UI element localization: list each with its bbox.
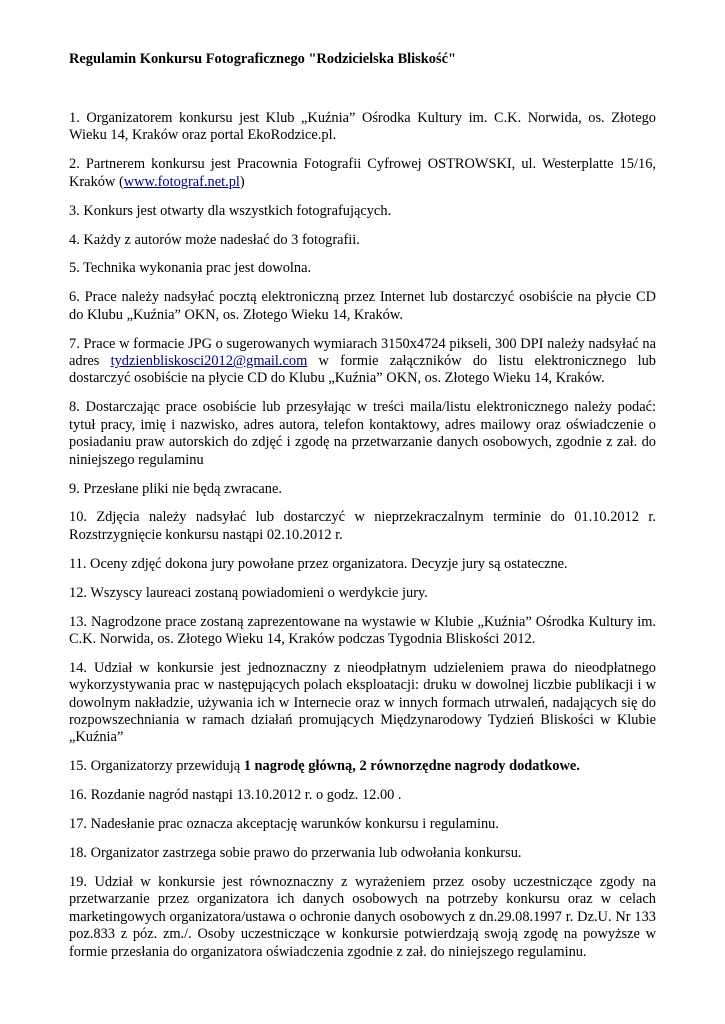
- rule-15-text: 15. Organizatorzy przewidują: [69, 758, 244, 775]
- rule-9: 9. Przesłane pliki nie będą zwracane.: [69, 480, 282, 497]
- rule-15: [69, 758, 656, 775]
- rule-8: 8. Dostarczając prace osobiście lub przesyłając w treści maila/listu elektronicznego należy podać: tytuł pracy, imię i nazwisko, adres autora, telefon kontaktowy, adres mailowy oraz oświadczenie o posiadaniu praw autorskich do zdjęć i zgodę na przetwarzanie danych osobowych, zgodnie z zał. do niniejszego regulaminu: [69, 399, 656, 468]
- rule-2-text-end: ): [239, 173, 245, 190]
- partner-website-link[interactable]: www.fotograf.net.pl: [123, 173, 240, 190]
- rule-10: 10. Zdjęcia należy nadsyłać lub dostarczyć w nieprzekraczalnym terminie do 01.10.2012 r. Rozstrzygnięcie konkursu nastąpi 02.10.2012 r.: [69, 509, 656, 543]
- rule-5: 5. Technika wykonania prac jest dowolna.: [69, 260, 312, 277]
- rule-17: 17. Nadesłanie prac oznacza akceptację warunków konkursu i regulaminu.: [69, 816, 499, 833]
- rule-18: 18. Organizator zastrzega sobie prawo do przerwania lub odwołania konkursu.: [69, 845, 522, 862]
- rule-2-text: 2. Partnerem konkursu jest Pracownia Fotografii Cyfrowej OSTROWSKI, ul. Westerplatte 15/16, Kraków (: [69, 156, 656, 190]
- rule-12: 12. Wszyscy laureaci zostaną powiadomieni o werdykcie jury.: [69, 584, 428, 601]
- rule-14: 14. Udział w konkursie jest jednoznaczny z nieodpłatnym udzieleniem prawa do nieodpłatnego wykorzystywania prac w następujących polach eksploatacji: druku w dowolnej liczbie publikacji i w dowolnym nakładzie, używania ich w Internecie oraz w innych formach utrwaleń, nadających się do rozpowszechniania w ramach działań promujących Międzynarodowy Tydzień Bliskości w Klubie „Kuźnia”: [69, 659, 656, 746]
- rule-16: 16. Rozdanie nagród nastąpi 13.10.2012 r. o godz. 12.00 .: [69, 787, 402, 804]
- rule-6: 6. Prace należy nadsyłać pocztą elektroniczną przez Internet lub dostarczyć osobiście na płycie CD do Klubu „Kuźnia” OKN, os. Złotego Wieku 14, Kraków.: [69, 289, 656, 323]
- rule-13: 13. Nagrodzone prace zostaną zaprezentowane na wystawie w Klubie „Kuźnia” Ośrodka Kultury im. C.K. Norwida, os. Złotego Wieku 14, Kraków podczas Tygodnia Bliskości 2012.: [69, 613, 656, 647]
- rule-7: [69, 336, 656, 388]
- rule-19: 19. Udział w konkursie jest równoznaczny z wyrażeniem przez osoby uczestniczące zgody na przetwarzanie przez organizatora ich danych osobowych na potrzeby konkursu oraz w celach marketingowych organizatora/ustawa o ochronie danych osobowych z dn.29.08.1997 r. Dz.U. Nr 133 poz.833 z póz. zm./. Osoby uczestniczące w konkursie potwierdzają swoją zgodę na powyższe w formie przesłania do organizatora oświadczenia zgodnie z zał. do niniejszego regulaminu.: [69, 874, 656, 960]
- contest-email-link[interactable]: tydzienbliskosci2012@gmail.com: [110, 353, 308, 370]
- rule-7-text: 7. Prace w formacie JPG o sugerowanych wymiarach 3150x4724 pikseli, 300 DPI należy nadsyłać na adres: [69, 335, 656, 370]
- prizes-bold-text: 1 nagrodę główną, 2 równorzędne nagrody dodatkowe.: [243, 758, 580, 775]
- rule-2: [69, 156, 656, 191]
- rule-3: 3. Konkurs jest otwarty dla wszystkich fotografujących.: [69, 202, 392, 219]
- rule-7-text-end: w formie załączników do listu elektronicznego lub dostarczyć osobiście na płycie CD do Klubu „Kuźnia” OKN, os. Złotego Wieku 14, Kraków.: [69, 353, 656, 387]
- rule-1: 1. Organizatorem konkursu jest Klub „Kuźnia” Ośrodka Kultury im. C.K. Norwida, os. Złotego Wieku 14, Kraków oraz portal EkoRodzice.pl.: [69, 110, 656, 144]
- rule-4: 4. Każdy z autorów może nadesłać do 3 fotografii.: [69, 231, 360, 248]
- rule-11: 11. Oceny zdjęć dokona jury powołane przez organizatora. Decyzje jury są ostateczne.: [69, 555, 568, 572]
- document-title: Regulamin Konkursu Fotograficznego "Rodzicielska Bliskość": [69, 51, 456, 67]
